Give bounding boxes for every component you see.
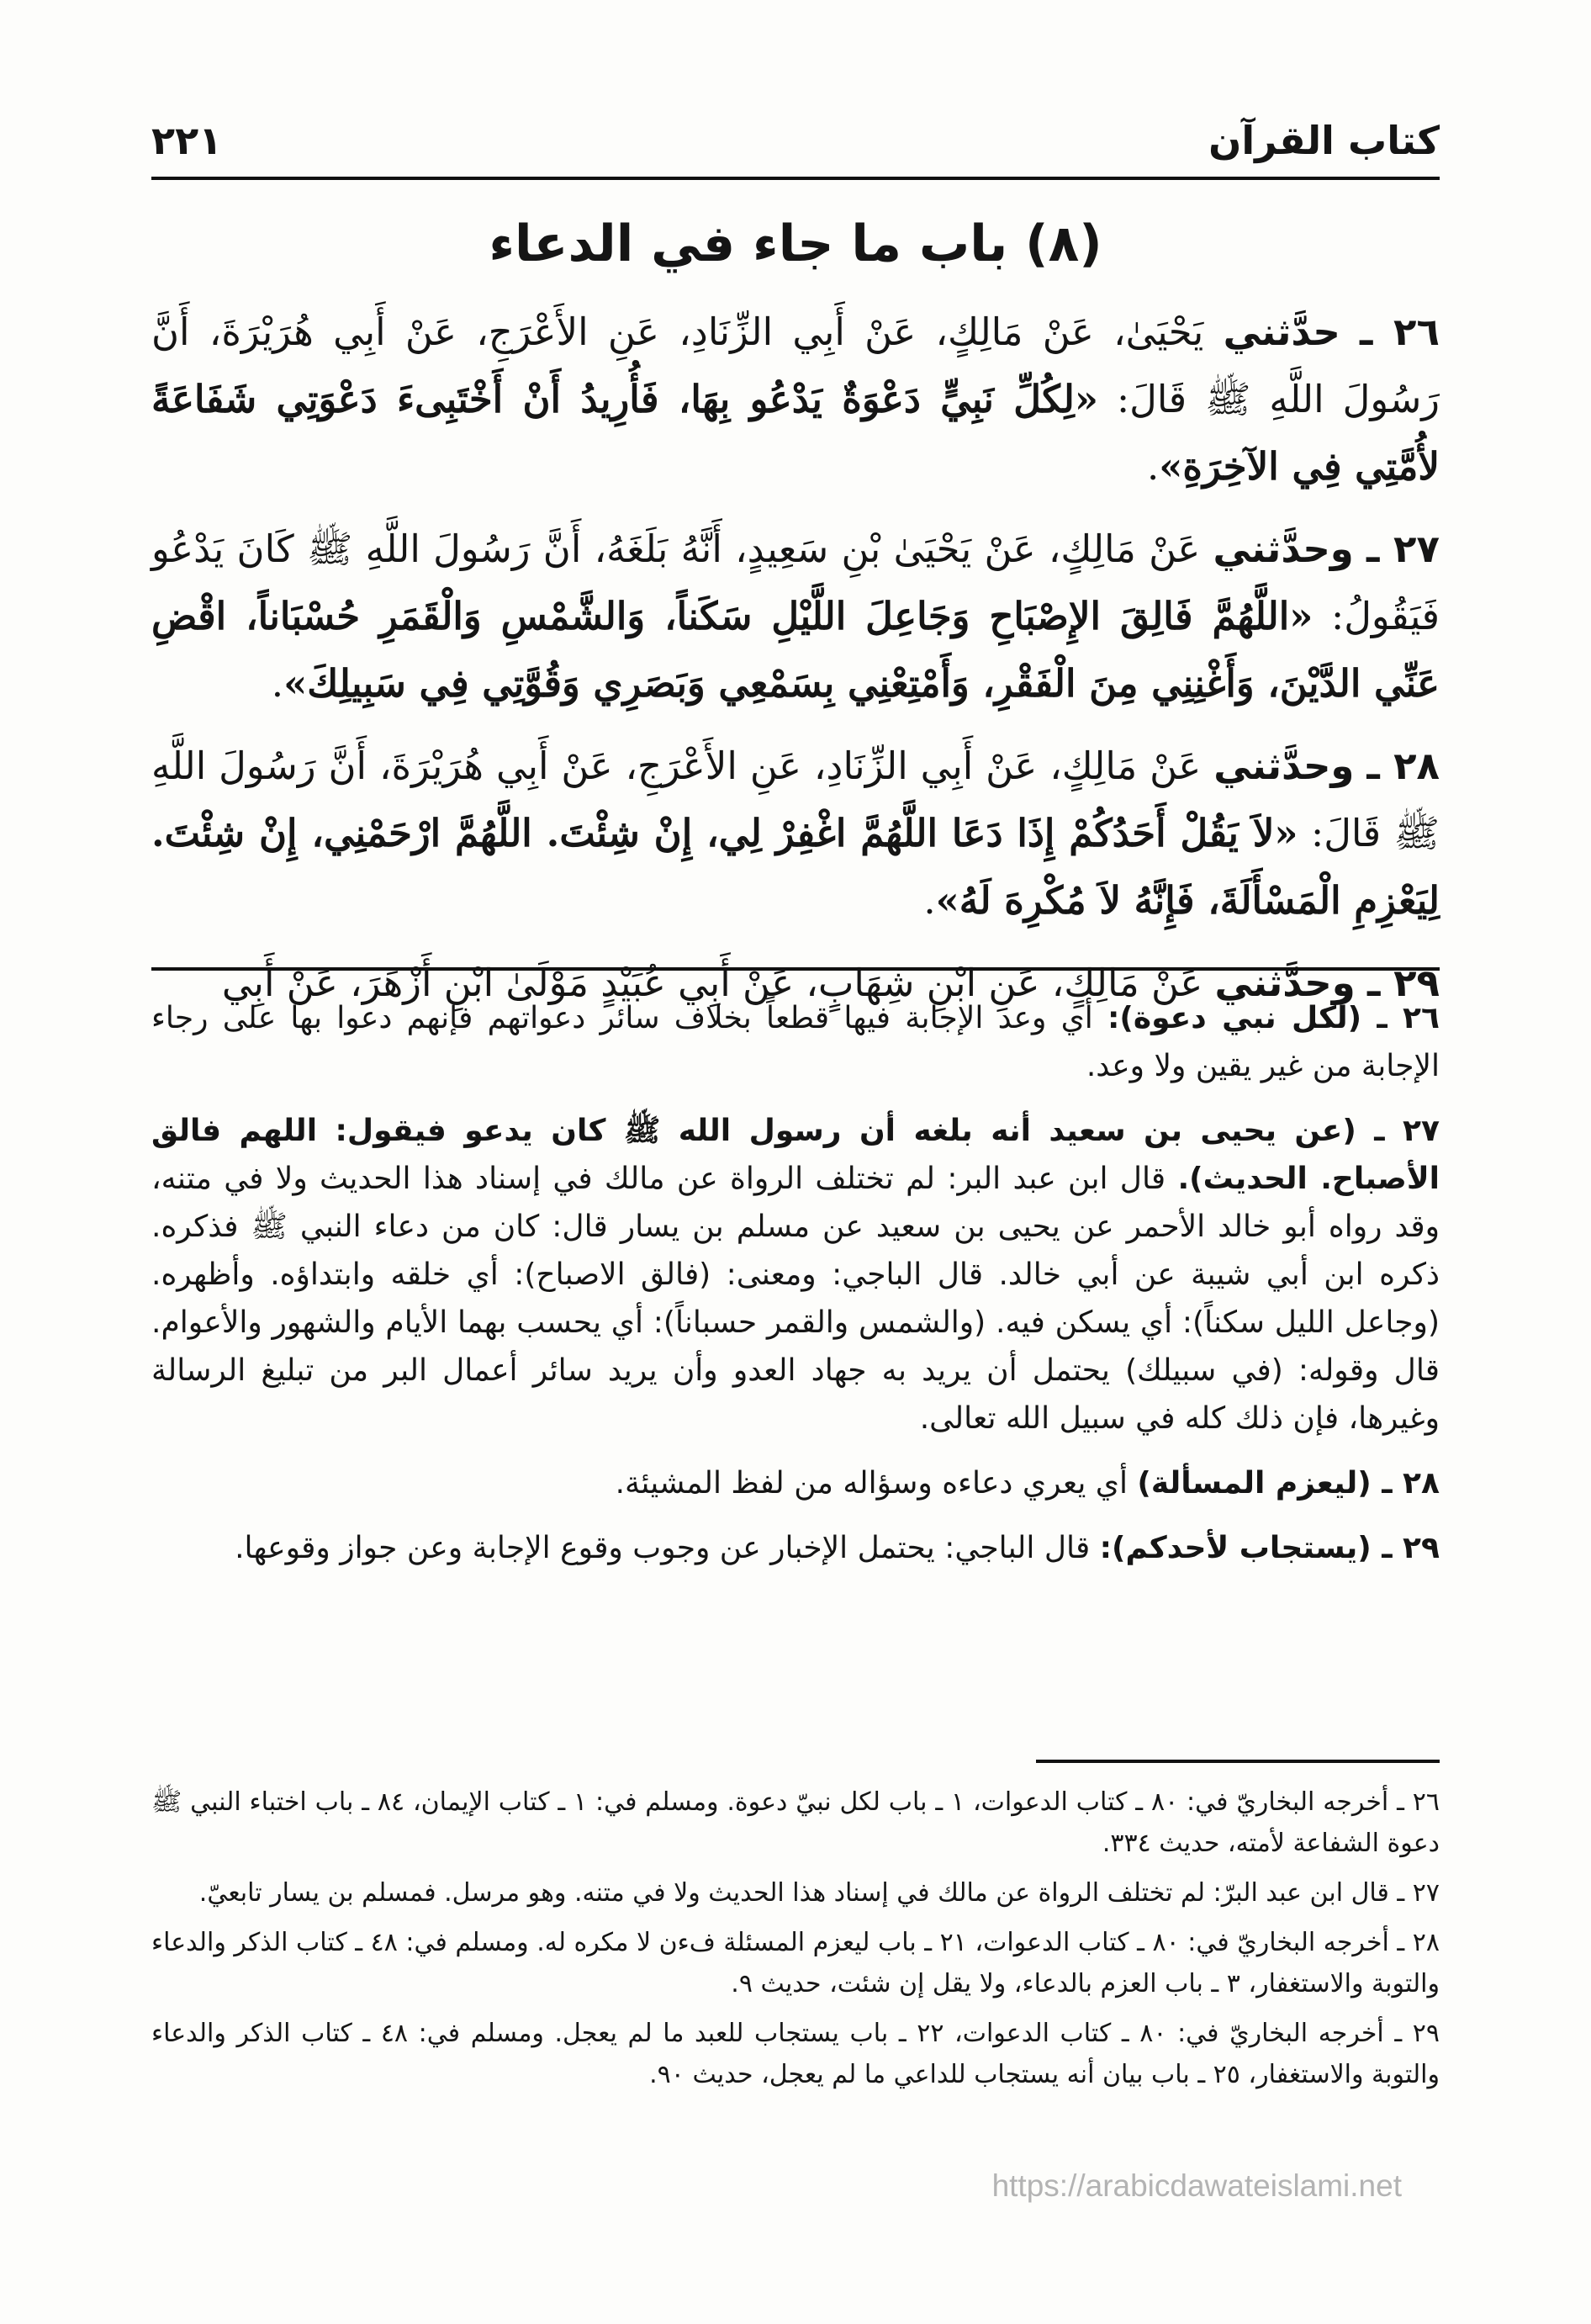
- hadith-chain: عَنْ مَالِكٍ، عَنْ أَبِي الزِّنَادِ، عَنِ الأَعْرَجِ، عَنْ أَبِي هُرَيْرَةَ، أَنَّ رَسُولَ اللَّهِ ﷺ قَالَ:: [151, 744, 1440, 855]
- commentary-body: أي وعد الإجابة فيها قطعاً بخلاف سائر دعواتهم فإنهم دعوا بها على رجاء الإجابة من غير يقين ولا وعد.: [151, 1001, 1440, 1083]
- commentary-head: ٢٨ ـ (ليعزم المسألة): [1137, 1466, 1440, 1501]
- hadith-chain: عَنْ مَالِكٍ، عَنِ ابْنِ شِهَابٍ، عَنْ أَبِي عُبَيْدٍ مَوْلَىٰ ابْنِ أَزْهَرَ، عَنْ أَبِي: [221, 961, 1203, 1005]
- hadith-lead: وحدَّثني: [1213, 527, 1354, 571]
- hadith-number: ٢٩ ـ: [1367, 961, 1440, 1005]
- commentary-body: قال ابن عبد البر: لم تختلف الرواة عن مالك في إسناد هذا الحديث ولا في متنه، وقد رواه أبو خالد الأحمر عن يحيى بن سعيد عن مسلم بن يسار قال: كان من دعاء النبي ﷺ فذكره. ذكره ابن أبي شيبة عن أبي خالد. قال الباجي: ومعنى: (فالق الاصباح): أي خلقه وابتداؤه. وأظهره. (وجاعل الليل سكناً): أي يسكن فيه. (والشمس والقمر حسباناً): أي يحسب بهما الأيام والشهور والأعوام. قال وقوله: (في سبيلك) يحتمل أن يريد به جهاد العدو وأن يريد سائر أعمال البر من تبليغ الرسالة وغيرها، فإن ذلك كله في سبيل الله تعالى.: [151, 1162, 1440, 1436]
- main-divider: [151, 967, 1440, 971]
- watermark-url: https://arabicdawateislami.net: [991, 2168, 1402, 2203]
- commentary-head: ٢٧ ـ (عن يحيى بن سعيد أنه بلغه أن رسول الله ﷺ كان يدعو فيقول: اللهم فالق الأصباح. الحديث).: [151, 1114, 1440, 1196]
- commentary-head: ٢٩ ـ (يستجاب لأحدكم):: [1099, 1531, 1440, 1565]
- hadith-text-block: [151, 299, 1440, 1032]
- commentary-head: ٢٦ ـ (لكل نبي دعوة):: [1107, 1001, 1440, 1035]
- hadith-matn: «لاَ يَقُلْ أَحَدُكُمْ إِذَا دَعَا اللَّهُمَّ اغْفِرْ لِي، إِنْ شِئْتَ. اللَّهُمَّ ارْحَمْنِي، إِنْ شِئْتَ. لِيَعْزِمِ الْمَسْأَلَةَ، فَإِنَّهُ لاَ مُكْرِهَ لَهُ»: [151, 811, 1440, 923]
- commentary-26: [151, 994, 1440, 1090]
- hadith-lead: وحدَّثني: [1214, 961, 1356, 1005]
- commentary-block: [151, 994, 1440, 1589]
- page-header: [151, 118, 1440, 180]
- hadith-end: .: [923, 878, 936, 923]
- footnote-29: ٢٩ ـ أخرجه البخاريّ في: ٨٠ ـ كتاب الدعوات، ٢٢ ـ باب يستجاب للعبد ما لم يعجل. ومسلم في: ٤٨ ـ كتاب الذكر والدعاء والتوبة والاستغفار، ٢٥ ـ باب بيان أنه يستجاب للداعي ما لم يعجل، حديث ٩٠.: [151, 2019, 1440, 2089]
- hadith-lead: وحدَّثني: [1213, 744, 1355, 788]
- hadith-number: ٢٨ ـ: [1366, 744, 1440, 788]
- hadith-end: .: [271, 661, 284, 706]
- page-number: ٢٢١: [151, 118, 223, 163]
- commentary-28: [151, 1459, 1440, 1507]
- commentary-27: [151, 1107, 1440, 1443]
- commentary-29: [151, 1524, 1440, 1572]
- hadith-number: ٢٦ ـ: [1360, 310, 1440, 354]
- hadith-chain: عَنْ مَالِكٍ، عَنْ يَحْيَىٰ بْنِ سَعِيدٍ، أَنَّهُ بَلَغَهُ، أَنَّ رَسُولَ اللَّهِ ﷺ كَانَ يَدْعُو فَيَقُولُ:: [151, 527, 1440, 638]
- footnote-divider: [1036, 1760, 1440, 1763]
- hadith-matn: «لِكُلِّ نَبِيٍّ دَعْوَةٌ يَدْعُو بِهَا، فَأُرِيدُ أَنْ أَخْتَبِىءَ دَعْوَتِي شَفَاعَةً لأُمَّتِي فِي الآخِرَةِ»: [151, 377, 1440, 489]
- hadith-end: .: [1146, 444, 1160, 489]
- footnote-26: ٢٦ ـ أخرجه البخاريّ في: ٨٠ ـ كتاب الدعوات، ١ ـ باب لكل نبيّ دعوة. ومسلم في: ١ ـ كتاب الإيمان، ٨٤ ـ باب اختباء النبي ﷺ دعوة الشفاعة لأمته، حديث ٣٣٤.: [151, 1787, 1440, 1858]
- hadith-28: [151, 733, 1440, 934]
- running-title: كتاب القرآن: [1208, 118, 1440, 163]
- hadith-27: [151, 516, 1440, 717]
- footnotes-block: [151, 1781, 1440, 2104]
- hadith-number: ٢٧ ـ: [1366, 527, 1440, 571]
- commentary-body: قال الباجي: يحتمل الإخبار عن وجوب وقوع الإجابة وعن جواز وقوعها.: [235, 1531, 1091, 1565]
- hadith-lead: حدَّثني: [1223, 310, 1340, 354]
- hadith-chain: يَحْيَىٰ، عَنْ مَالِكٍ، عَنْ أَبِي الزِّنَادِ، عَنِ الأَعْرَجِ، عَنْ أَبِي هُرَيْرَةَ، أَنَّ رَسُولَ اللَّهِ ﷺ قَالَ:: [151, 310, 1440, 421]
- chapter-title: (٨) باب ما جاء في الدعاء: [489, 214, 1102, 273]
- commentary-body: أي يعري دعاءه وسؤاله من لفظ المشيئة.: [615, 1466, 1128, 1501]
- hadith-26: [151, 299, 1440, 500]
- footnote-27: ٢٧ ـ قال ابن عبد البرّ: لم تختلف الرواة عن مالك في إسناد هذا الحديث ولا في متنه. وهو مرسل. فمسلم بن يسار تابعيّ.: [198, 1878, 1440, 1908]
- footnote-28: ٢٨ ـ أخرجه البخاريّ في: ٨٠ ـ كتاب الدعوات، ٢١ ـ باب ليعزم المسئلة فءن لا مكره له. ومسلم في: ٤٨ ـ كتاب الذكر والدعاء والتوبة والاستغفار، ٣ ـ باب العزم بالدعاء، ولا يقل إن شئت، حديث ٩.: [151, 1928, 1440, 1998]
- hadith-matn: «اللَّهُمَّ فَالِقَ الإِصْبَاحِ وَجَاعِلَ اللَّيْلِ سَكَناً، وَالشَّمْسِ وَالْقَمَرِ حُسْبَاناً، اقْضِ عَنِّي الدَّيْنَ، وَأَغْنِنِي مِنَ الْفَقْرِ، وَأَمْتِعْنِي بِسَمْعِي وَبَصَرِي وَقُوَّتِي فِي سَبِيلِكَ»: [151, 594, 1440, 706]
